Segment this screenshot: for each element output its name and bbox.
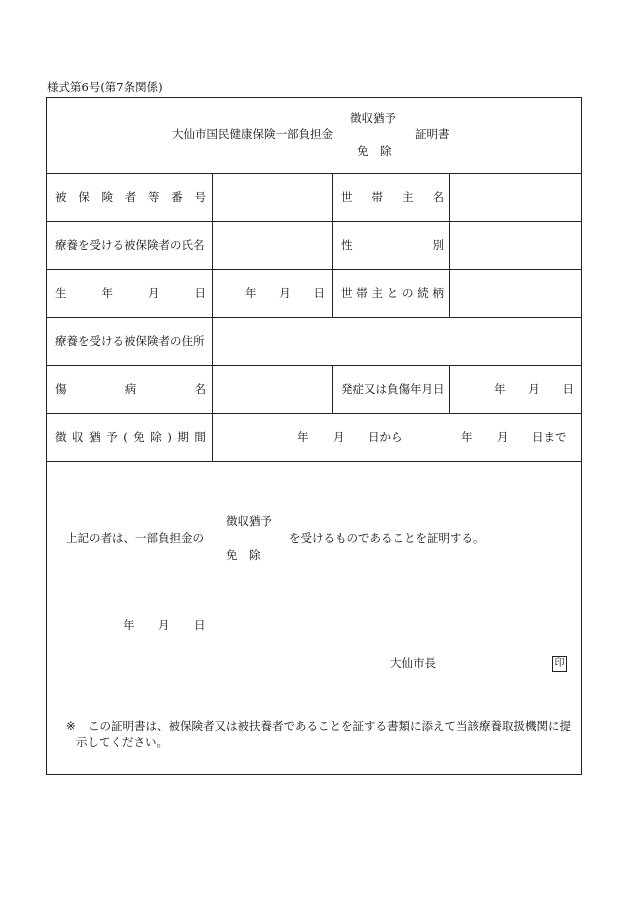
row-divider xyxy=(46,365,582,366)
row-divider xyxy=(46,221,582,222)
patient-name-label: 療養を受ける被保険者の氏名 xyxy=(55,238,205,252)
certification-date-day: 日 xyxy=(194,618,206,632)
onset-date-units: 年 月 日 xyxy=(494,382,574,396)
birth-date-units: 年 月 日 xyxy=(245,286,325,300)
column-divider xyxy=(332,173,333,317)
note-mark: ※ xyxy=(66,719,76,733)
certification-date-year: 年 xyxy=(123,618,135,632)
row-divider xyxy=(46,461,582,462)
period-to-day: 日まで xyxy=(532,430,567,444)
insured-number-label: 被 保 険 者 等 番 号 xyxy=(55,190,206,204)
period-label: 徴 収 猶 予 ( 免 除 ) 期 間 xyxy=(55,430,206,444)
note-line-1: この証明書は、被保険者又は被扶養者であることを証する書類に添えて当該療養取扱機関に提 xyxy=(88,719,571,733)
householder-label: 世 帯 主 名 xyxy=(341,190,444,204)
title-option-bottom: 免 除 xyxy=(357,144,392,158)
certification-prefix: 上記の者は、一部負担金の xyxy=(66,531,204,545)
column-divider xyxy=(332,365,333,413)
period-from-year: 年 xyxy=(297,430,309,444)
certification-suffix: を受けるものであることを証明する。 xyxy=(289,531,485,545)
title-option-top: 徴収猶予 xyxy=(350,111,396,125)
address-label: 療養を受ける被保険者の住所 xyxy=(55,334,205,348)
onset-label: 発症又は負傷年月日 xyxy=(341,382,445,396)
row-divider xyxy=(46,269,582,270)
period-to-year: 年 xyxy=(461,430,473,444)
form-number: 様式第6号(第7条関係) xyxy=(47,80,163,94)
birth-label: 生 年 月 日 xyxy=(55,286,206,300)
column-divider xyxy=(212,173,213,461)
issuer-name: 大仙市長 xyxy=(390,656,436,670)
relation-label: 世 帯 主 と の 続 柄 xyxy=(341,286,444,300)
period-from-day: 日から xyxy=(368,430,403,444)
seal-box: 印 xyxy=(552,656,567,672)
disease-label: 傷 病 名 xyxy=(55,382,206,396)
period-from-month: 月 xyxy=(333,430,345,444)
title-prefix: 大仙市国民健康保険一部負担金 xyxy=(172,127,333,141)
sex-label: 性 別 xyxy=(341,238,444,252)
period-to-month: 月 xyxy=(497,430,509,444)
row-divider xyxy=(46,173,582,174)
row-divider xyxy=(46,317,582,318)
certification-date-month: 月 xyxy=(158,618,170,632)
row-divider xyxy=(46,413,582,414)
note-line-2: 示してください。 xyxy=(76,735,168,749)
title-suffix: 証明書 xyxy=(415,127,450,141)
column-divider xyxy=(449,173,450,317)
certification-option-bottom: 免 除 xyxy=(226,548,261,562)
certification-option-top: 徴収猶予 xyxy=(226,514,272,528)
column-divider xyxy=(449,365,450,413)
